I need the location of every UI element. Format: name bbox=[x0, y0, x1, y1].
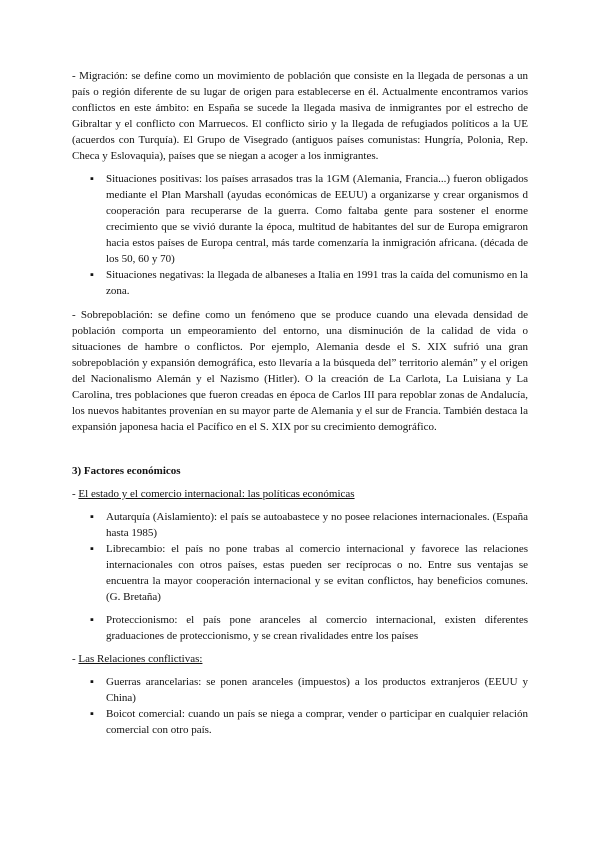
bullet-icon: ▪ bbox=[90, 708, 94, 720]
proteccionismo-list bbox=[72, 612, 528, 644]
bullet-icon: ▪ bbox=[90, 173, 94, 185]
bullet-icon: ▪ bbox=[90, 269, 94, 281]
relaciones-list bbox=[72, 674, 528, 738]
list-item: ▪ Situaciones negativas: la llegada de albaneses a Italia en 1991 tras la caída del comunismo en la zona. bbox=[90, 269, 528, 297]
politicas-list bbox=[72, 509, 528, 605]
bullet-icon: ▪ bbox=[90, 614, 94, 626]
list-item: ▪ Autarquía (Aislamiento): el país se autoabastece y no posee relaciones internacionales. (España hasta 1985) bbox=[90, 511, 528, 539]
migracion-paragraph: - Migración: se define como un movimiento de población que consiste en la llegada de personas a un país o región diferente de su lugar de origen para establecerse en él. Actualmente encontramos varios conflictos en este ámbito: en España se sucede la llegada masiva de inmigrantes por el estrecho de Gibraltar y el conflicto con Marruecos. El conflicto sirio y la llegada de refugiados políticos a la UE (acuerdos con Turquía). El Grupo de Visegrado (antiguos países comunistas: Hungría, Polonia, Rep. Checa y Eslovaquia), países que se niegan a acoger a los inmigrantes. bbox=[72, 70, 528, 162]
list-item: ▪ Guerras arancelarias: se ponen aranceles (impuestos) a los productos extranjeros (EEUU y China) bbox=[90, 676, 528, 704]
bullet-icon: ▪ bbox=[90, 676, 94, 688]
list-item: ▪ Situaciones positivas: los países arrasados tras la 1GM (Alemania, Francia...) fueron obligados mediante el Plan Marshall (ayudas económicas de EEUU) a organizarse y crear organismos d cooperación para recuperarse de la guerra. Como faltaba gente para sostener el enorme crecimiento que se vivió durante la época, multitud de habitantes del sur de Europa emigraron hacia estos países de Europa central, más tarde comenzaría la inmigración africana. (década de los 50, 60 y 70) bbox=[90, 173, 528, 265]
section-heading: 3) Factores económicos bbox=[72, 465, 181, 477]
document-page bbox=[72, 68, 528, 738]
bullet-icon: ▪ bbox=[90, 543, 94, 555]
list-item: ▪ Boicot comercial: cuando un país se niega a comprar, vender o participar en cualquier relación comercial con otro país. bbox=[90, 708, 528, 736]
list-item: ▪ Proteccionismo: el país pone aranceles al comercio internacional, existen diferentes graduaciones de proteccionismo, y se crean rivalidades entre los países bbox=[90, 614, 528, 642]
subheading-politicas: - El estado y el comercio internacional: las políticas económicas bbox=[72, 488, 355, 500]
bullet-icon: ▪ bbox=[90, 511, 94, 523]
list-item: ▪ Librecambio: el país no pone trabas al comercio internacional y favorece las relaciones internacionales con otros países, estas pueden ser recíprocas o no. Entre sus ventajas se encuentra la mayor cooperación internacional y se evitan conflictos, hay beneficios comunes. (G. Bretaña) bbox=[90, 543, 528, 603]
migracion-list bbox=[72, 171, 528, 299]
sobrepoblacion-paragraph: - Sobrepoblación: se define como un fenómeno que se produce cuando una elevada densidad de población comporta un empeoramiento del entorno, una disminución de la calidad de vida o situaciones de hambre o conflictos. Por ejemplo, Alemania desde el S. XIX sufrió una gran sobrepoblación y expansión demográfica, esto llevaría a la búsqueda del” territorio alemán” y el origen del Nacionalismo Alemán y el Nazismo (Hitler). O la creación de La Carlota, La Luisiana y La Carolina, tres poblaciones que fueron creadas en época de Carlos III para repoblar zonas de Andalucía, los nuevos habitantes provenían en su mayor parte de Alemania y el sur de Francia. También destaca la expansión japonesa hacia el Pacífico en el S. XIX por su crecimiento demográfico. bbox=[72, 309, 528, 433]
subheading-relaciones: - Las Relaciones conflictivas: bbox=[72, 653, 203, 665]
